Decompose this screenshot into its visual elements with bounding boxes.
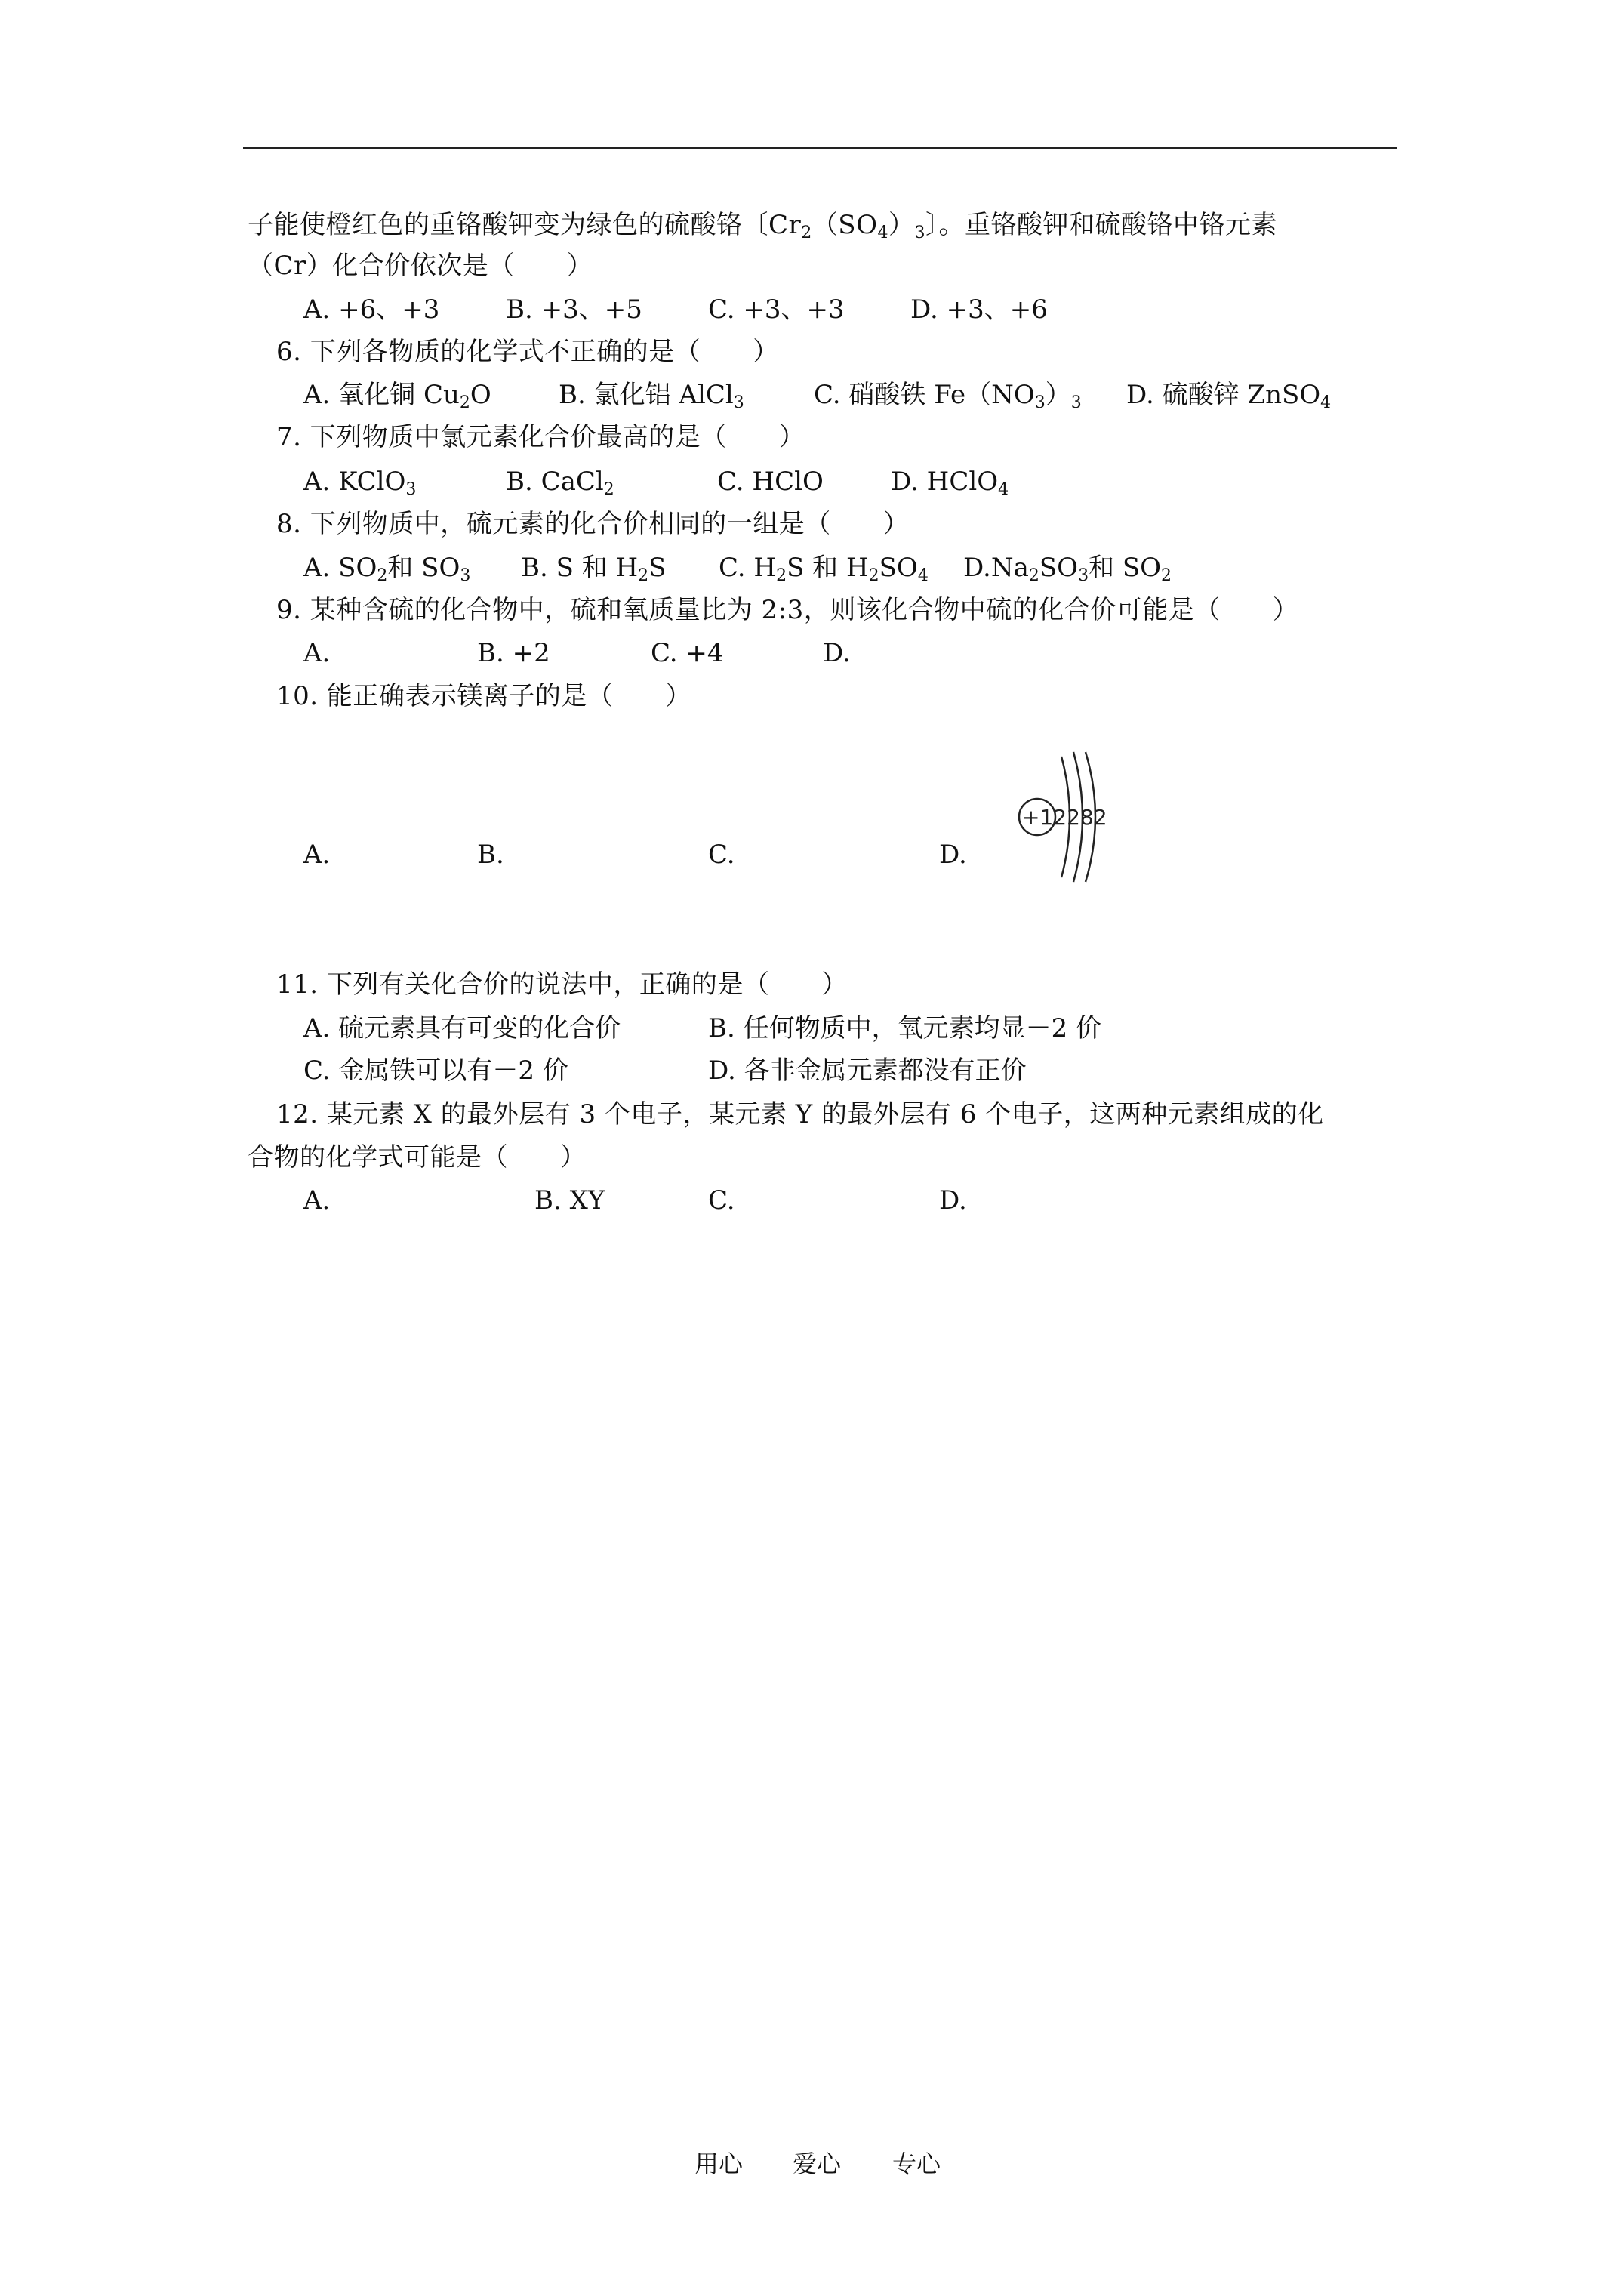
q5-option-d: D. +3、+6 <box>910 294 1048 325</box>
q7-option-c: C. HClO <box>717 467 824 497</box>
header-rule <box>243 147 1397 149</box>
q12-option-c: C. <box>708 1185 735 1216</box>
q10-option-b: B. <box>477 840 504 870</box>
q12-option-b: B. XY <box>534 1185 605 1216</box>
q7-option-a: A. KClO$_3$ <box>303 467 417 499</box>
q8-option-d: $D.Na_2SO_3$和 $SO_2$ <box>963 553 1172 585</box>
q10-stem: 10. 能正确表示镁离子的是（ ） <box>276 681 691 711</box>
magnesium-atom-diagram <box>1012 749 1110 885</box>
q5-line1: 子能使橙红色的重铬酸钾变为绿色的硫酸铬〔$Cr_2(SO_4)_3$〕。重铬酸钾和硫酸铬中铬元素 <box>248 210 1277 242</box>
q8-option-a: A. $SO_2$和 $SO_3$ <box>303 553 471 585</box>
footer-text-2: 爱心 <box>793 2150 842 2178</box>
q9-stem: 9. 某种含硫的化合物中，硫和氧质量比为 2:3，则该化合物中硫的化合价可能是（ ） <box>276 595 1299 625</box>
q9-option-a: A. <box>303 638 331 668</box>
q6-option-d: D. 硫酸锌 ZnSO$_4$ <box>1126 380 1332 412</box>
q5-line2: （Cr）化合价依次是（ ） <box>248 251 593 281</box>
q6-option-c: C. 硝酸铁 $Fe(NO_3)_3$ <box>814 380 1082 412</box>
q10-option-d: D. <box>939 840 967 870</box>
q9-option-d: D. <box>823 638 851 668</box>
q9-option-b: B. +2 <box>477 638 550 668</box>
q11-option-d: D. 各非金属元素都没有正价 <box>708 1056 1027 1086</box>
q11-stem: 11. 下列有关化合价的说法中，正确的是（ ） <box>276 969 848 1000</box>
q5-option-b: B. +3、+5 <box>506 294 642 325</box>
q12-stem-line1: 12. 某元素 X 的最外层有 3 个电子，某元素 Y 的最外层有 6 个电子，这两种元素组成的化 <box>276 1099 1324 1130</box>
q11-option-c: C. 金属铁可以有－2 价 <box>303 1056 568 1086</box>
q12-stem-line2: 合物的化学式可能是（ ） <box>248 1142 587 1173</box>
q12-option-d: D. <box>939 1185 967 1216</box>
q7-stem: 7. 下列物质中氯元素化合价最高的是（ ） <box>276 422 805 452</box>
footer-text-3: 专心 <box>892 2150 941 2178</box>
q6-stem: 6. 下列各物质的化学式不正确的是（ ） <box>276 337 779 367</box>
q9-option-c: C. +4 <box>651 638 724 668</box>
q7-option-d: D. HClO$_4$ <box>891 467 1009 499</box>
q6-option-b: B. 氯化铝 AlCl$_3$ <box>559 380 744 412</box>
q8-stem: 8. 下列物质中，硫元素的化合价相同的一组是（ ） <box>276 509 910 539</box>
q12-option-a: A. <box>303 1185 331 1216</box>
q5-option-a: A. +6、+3 <box>303 294 440 325</box>
footer-text-1: 用心 <box>694 2150 744 2178</box>
q7-option-b: B. CaCl$_2$ <box>506 467 614 499</box>
q8-option-b: B. S 和 $H_2S$ <box>521 553 667 585</box>
q11-option-b: B. 任何物质中，氧元素均显－2 价 <box>708 1013 1102 1043</box>
q11-option-a: A. 硫元素具有可变的化合价 <box>303 1013 621 1043</box>
q5-option-c: C. +3、+3 <box>708 294 845 325</box>
q6-option-a: A. 氧化铜 $Cu_2O$ <box>303 380 491 412</box>
diagram-text: +12282 <box>1022 805 1107 830</box>
q10-option-c: C. <box>708 840 735 870</box>
q8-option-c: C. $H_2S$ 和 $H_2SO_4$ <box>719 553 929 585</box>
q10-option-a: A. <box>303 840 331 870</box>
